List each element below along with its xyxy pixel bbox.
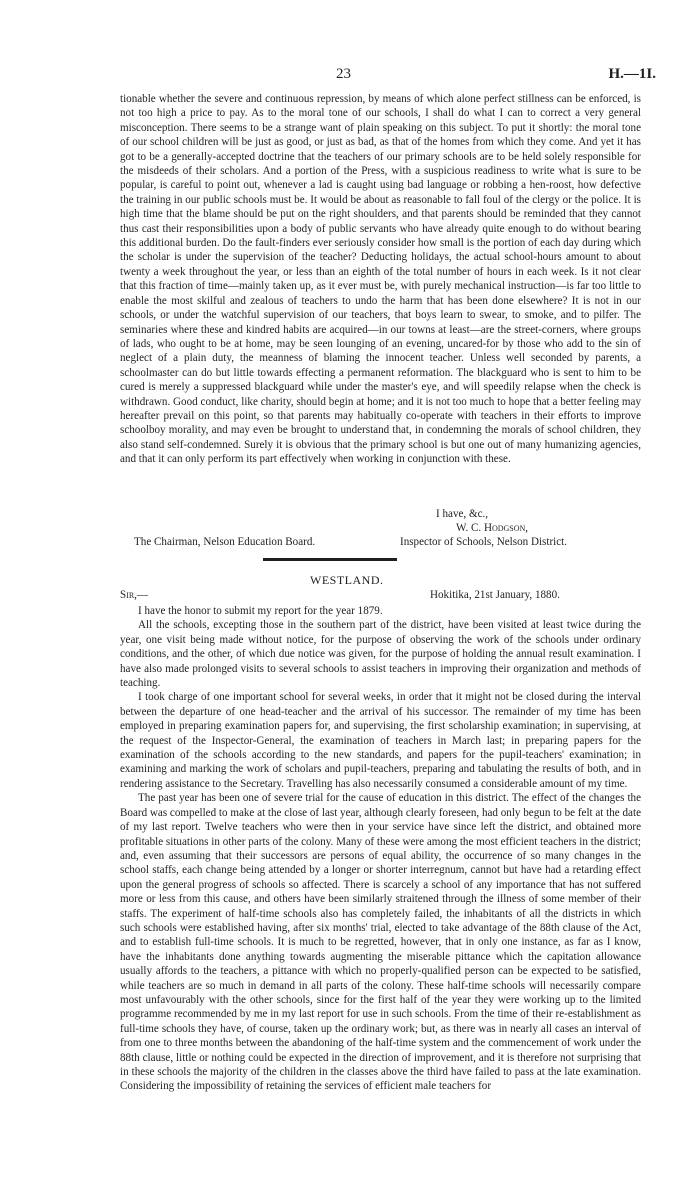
- report-paragraph: I took charge of one important school for several weeks, in order that it might not be closed during the interval between the departure of one head-teacher and the arrival of his successor. The remainder of my time has been employed in preparing examination papers for, and supervising, the first scholarship examination; in supervising, at the request of the Inspector-General, the examination of teachers in March last; in preparing papers for the examination of the schools according to the new standards, and papers for the pupil-teachers' examination; in examining and marking the work of scholars and pupil-teachers, preparing and tabulating the results of both, and in rendering assistance to the Secretary. Travelling has also necessarily consumed a considerable amount of my time.: [120, 691, 641, 790]
- signatory-title: Inspector of Schools, Nelson District.: [400, 536, 567, 548]
- page-number: 23: [336, 66, 351, 82]
- section-heading: WESTLAND.: [310, 573, 384, 587]
- nelson-letter-body: [120, 92, 641, 467]
- report-paragraph: The past year has been one of severe trial for the cause of education in this district. The effect of the changes the Board was compelled to make at the close of last year, although clearly foreseen, had only begun to be felt at the date of my last report. Twelve teachers who were then in your service have since left the district, and obtained more profitable situations in other parts of the colony. Many of these were among the most efficient teachers in the district; and, even assuming that their successors are persons of equal ability, the occurrence of so many changes in the school staffs, each change being attended by a longer or shorter interregnum, cannot but have had a retarding effect upon the general progress of schools so affected. There is scarcely a school of any importance that has not suffered more or less from this cause, and others have been similarly straitened through the illness of some member of their staffs. The experiment of half-time schools also has completely failed, the inhabitants of all the districts in which such schools were established having, after six months' trial, elected to take advantage of the 88th clause of the Act, and to establish full-time schools. It is much to be regretted, however, that in only one instance, as far as I know, have the inhabitants done anything towards augmenting the miserable pittance which the capitation allowance usually affords to the teachers, a pittance with which no properly-qualified person can be expected to be satisfied, while teachers are so much in demand in all parts of the colony. These half-time schools will necessarily compare most unfavourably with the other schools, since for the first half of the year they were working up to the limited programme recommended by me in my last report for use in such schools. From the time of their re-establishment as full-time schools they have, of course, taken up the ordinary work; but, as there was in nearly all cases an interval of from one to three months between the abandoning of the half-time system and the commencement of work under the 88th clause, little or nothing could be expected in the direction of improvement, and it is therefore not surprising that in these schools the majority of the children in the classes above the third have failed to pass at the late examination. Considering the impossibility of retaining the services of efficient male teachers for: [120, 792, 641, 1093]
- addressee: The Chairman, Nelson Education Board.: [134, 536, 316, 548]
- page-reference: H.—1I.: [608, 66, 656, 82]
- salutation: Sir,—: [120, 589, 149, 601]
- westland-report-body: [120, 604, 641, 1094]
- signatory-name: W. C. Hodgson,: [456, 522, 529, 534]
- report-paragraph: All the schools, excepting those in the southern part of the district, have been visited at least twice during the year, one visit being made without notice, for the purpose of observing the work of the schools under ordinary conditions, and the other, of which due notice was given, for the purpose of holding the annual result examination. I have also made prolonged visits to several schools to assist teachers in improving their organization and methods of teaching.: [120, 619, 641, 690]
- closing-line: I have, &c.,: [436, 508, 489, 520]
- section-divider: [263, 558, 397, 561]
- report-paragraph: I have the honor to submit my report for the year 1879.: [138, 605, 383, 617]
- dateline: Hokitika, 21st January, 1880.: [430, 589, 560, 601]
- nelson-paragraph: tionable whether the severe and continuous repression, by means of which alone perfect stillness can be enforced, is not too high a price to pay. As to the moral tone of our schools, I shall do what I can to correct a very general misconception. There seems to be a strange want of plain speaking on this subject. To put it shortly: the moral tone of our school children will be just as good, or just as bad, as that of the homes from which they come. And yet it has got to be a generally-accepted doctrine that the teachers of our primary schools are to be held solely responsible for the misdeeds of their scholars. And a portion of the Press, with a suspicious readiness to write what is sure to be popular, is careful to point out, whenever a lad is caught using bad language or robbing a hen-roost, how defective the training in our public schools must be. It would be about as reasonable to fall foul of the clergy or the police. It is high time that the blame should be put on the right shoulders, and that parents should be reminded that they cannot thus cast their responsibilities upon a body of public servants who have already quite enough to do without bearing this additional burden. Do the fault-finders ever seriously consider how small is the portion of each day during which the scholar is under the supervision of the teacher? Deducting holidays, the actual school-hours amount to about twenty a week throughout the year, or less than an eighth of the total number of hours in each week. Is it not clear that this fraction of time—mainly taken up, as it ever must be, with purely mechanical instruction—is far too little to enable the most skilful and zealous of teachers to undo the harm that has been done elsewhere? It is not in our schools, or under the watchful supervision of our teachers, that boys learn to swear, to smoke, and to pilfer. The seminaries where these and kindred habits are acquired—in our towns at least—are the street-corners, where groups of lads, who ought to be at home, may be seen lounging of an evening, uncared-for by those who add to the sin of neglect of a plain duty, the meanness of blaming the innocent teacher. Unless well seconded by parents, a schoolmaster can do but little towards effecting a permanent reformation. The blackguard who is sent to him to be cured is merely a suppressed blackguard while under the master's eye, and will speedily relapse when the check is withdrawn. Good conduct, like charity, should begin at home; and it is not too much to hope that a better feeling may hereafter prevail on this point, so that parents may habitually co-operate with teachers in their efforts to improve schoolboy morality, and may even be brought to understand that, in condemning the morals of school children, they also stand self-condemned. Surely it is obvious that the primary school is but one out of many humanizing agencies, and that it can only perform its part effectively when working in conjunction with these.: [120, 93, 641, 466]
